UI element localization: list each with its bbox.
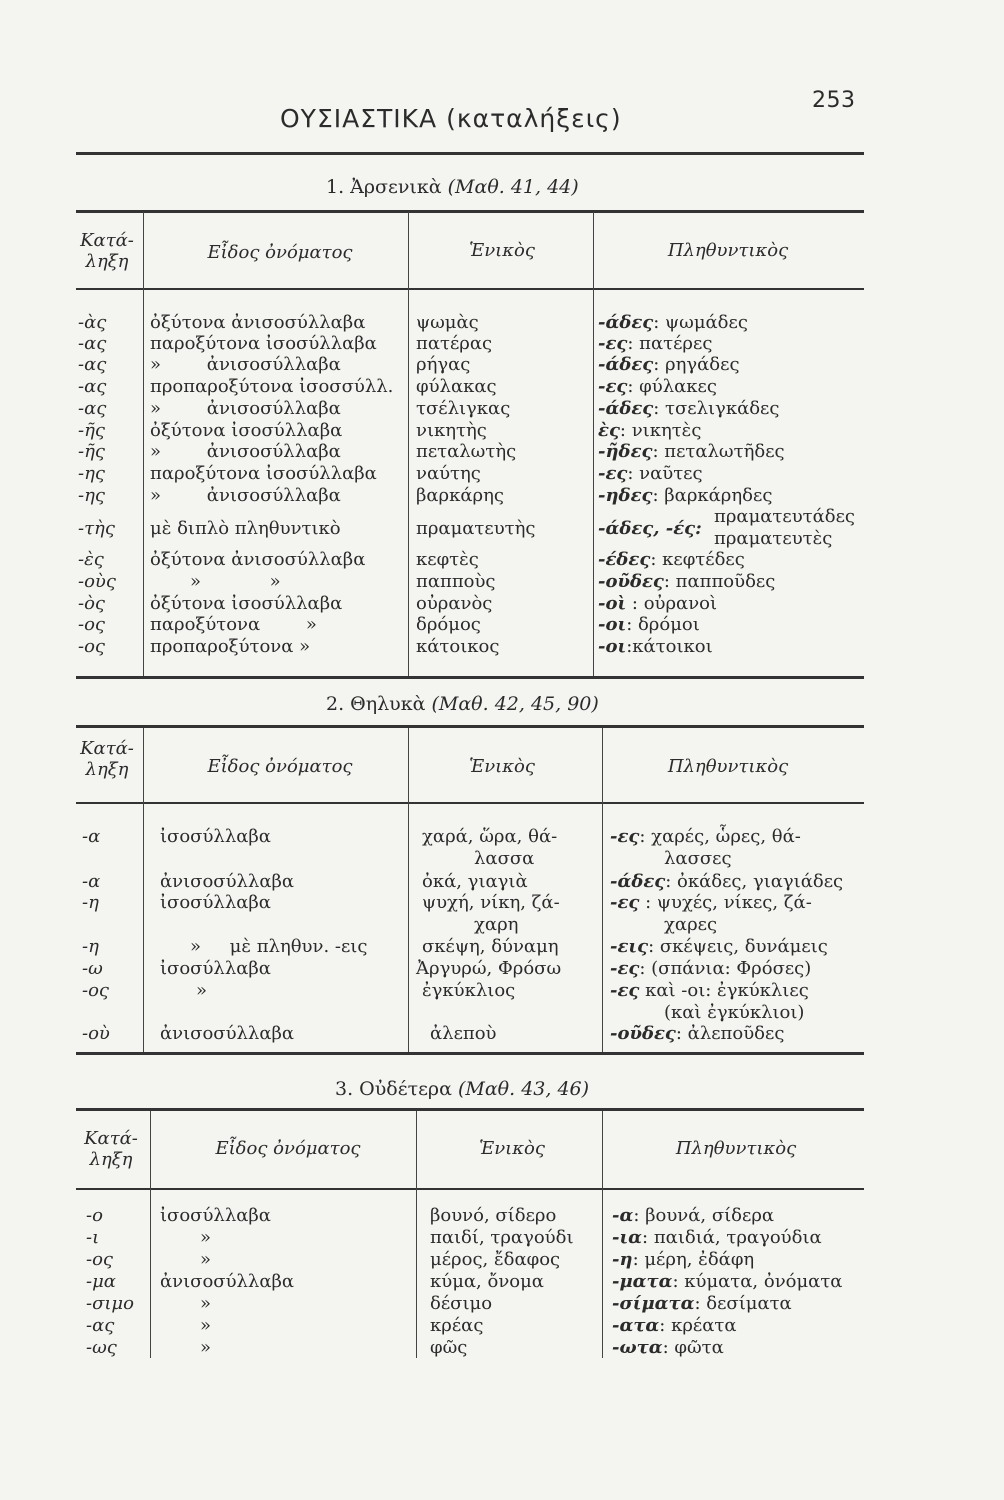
- singular-cell: ψυχή, νίκη, ζά-: [422, 892, 560, 913]
- singular-cell: δρόμος: [416, 614, 481, 635]
- plural-variant: πραματευτάδες: [714, 506, 856, 527]
- section-title: 2. Θηλυκὰ (Μαθ. 42, 45, 90): [326, 693, 599, 715]
- ending-cell: -ὸς: [78, 593, 105, 614]
- singular-cell: βαρκάρης: [416, 485, 504, 506]
- kind-cell: ἰσοσύλλαβα: [160, 826, 271, 847]
- plural-cell: -οῦδες: ἀλεποῦδες: [610, 1023, 785, 1044]
- singular-cell: πραματευτὴς: [416, 518, 536, 539]
- table-rule: [76, 1108, 864, 1111]
- kind-cell: »: [200, 1249, 212, 1270]
- singular-cell: νικητὴς: [416, 420, 487, 441]
- singular-cell: πεταλωτὴς: [416, 441, 517, 462]
- ending-cell: -μα: [86, 1271, 116, 1292]
- singular-cell: ἐγκύκλιος: [422, 980, 516, 1001]
- ending-cell: -οὺ: [82, 1023, 110, 1044]
- kind-cell: προπαροξύτονα »: [150, 636, 311, 657]
- kind-cell: ἰσοσύλλαβα: [160, 1205, 271, 1226]
- singular-cell: ὀκά, γιαγιὰ: [422, 871, 528, 892]
- section-title: 3. Οὐδέτερα (Μαθ. 43, 46): [335, 1078, 590, 1100]
- singular-cell: φῶς: [430, 1337, 468, 1358]
- kind-cell: »: [200, 1293, 212, 1314]
- header-ending: Κατά- ληξη: [80, 230, 134, 272]
- kind-cell: ἰσοσύλλαβα: [160, 892, 271, 913]
- plural-cell: -οὶ : οὐρανοὶ: [598, 593, 718, 614]
- column-divider: [143, 728, 144, 1052]
- ending-cell: -α: [82, 871, 101, 892]
- kind-cell: » ἀνισοσύλλαβα: [150, 485, 341, 506]
- ending-cell: -α: [82, 826, 101, 847]
- header-ending: Κατά- ληξη: [80, 738, 134, 780]
- plural-cell: -ες : ψυχές, νίκες, ζά-: [610, 892, 812, 913]
- plural-cell: -ες: (σπάνια: Φρόσες): [610, 958, 812, 979]
- page-number: 253: [812, 88, 856, 113]
- plural-cell: -έδες: κεφτέδες: [598, 549, 745, 570]
- singular-cell: φύλακας: [416, 376, 497, 397]
- plural-variant: πραματευτὲς: [714, 528, 833, 549]
- page-title: ΟΥΣΙΑΣΤΙΚΑ (καταλήξεις): [280, 104, 622, 133]
- ending-cell: -ος: [78, 614, 105, 635]
- singular-cell: χαρά, ὥρα, θά-: [422, 826, 558, 847]
- header-plural: Πληθυντικὸς: [675, 1138, 797, 1159]
- kind-cell: » »: [190, 571, 281, 592]
- plural-cell: -άδες: ψωμάδες: [598, 312, 748, 333]
- kind-cell: ἀνισοσύλλαβα: [160, 1271, 295, 1292]
- kind-cell: ἀνισοσύλλαβα: [160, 871, 295, 892]
- ending-cell: -ῆς: [78, 420, 105, 441]
- ending-cell: -ὲς: [78, 549, 104, 570]
- ending-cell: -ο: [86, 1205, 103, 1226]
- ending-cell: -ως: [86, 1337, 117, 1358]
- singular-cell: ἀλεποὺ: [430, 1023, 497, 1044]
- kind-cell: ἰσοσύλλαβα: [160, 958, 271, 979]
- plural-cell: -οι:κάτοικοι: [598, 636, 713, 657]
- column-divider: [593, 212, 594, 676]
- plural-cell: -ωτα: φῶτα: [612, 1337, 724, 1358]
- singular-cell: ρήγας: [416, 354, 471, 375]
- singular-cell: βουνό, σίδερο: [430, 1205, 557, 1226]
- plural-cell: -άδες, -ές:: [598, 518, 702, 539]
- singular-cell: δέσιμο: [430, 1293, 493, 1314]
- kind-cell: » ἀνισοσύλλαβα: [150, 354, 341, 375]
- header-rule: [76, 802, 864, 804]
- column-divider: [143, 212, 144, 676]
- singular-cell: κρέας: [430, 1315, 484, 1336]
- ending-cell: -τὴς: [78, 518, 115, 539]
- ending-cell: -ας: [78, 376, 107, 397]
- kind-cell: » ἀνισοσύλλαβα: [150, 441, 341, 462]
- kind-cell: ὀξύτονα ἰσοσύλλαβα: [150, 593, 343, 614]
- header-plural: Πληθυντικὸς: [667, 756, 789, 777]
- kind-cell: »: [196, 980, 208, 1001]
- kind-cell: παροξύτονα »: [150, 614, 317, 635]
- singular-cell: Ἀργυρώ, Φρόσω: [416, 958, 562, 979]
- ending-cell: -η: [82, 892, 99, 913]
- ending-cell: -ι: [86, 1227, 100, 1248]
- ending-cell: -σιμο: [86, 1293, 134, 1314]
- plural-cell: -άδες: ὀκάδες, γιαγιάδες: [610, 871, 844, 892]
- kind-cell: ὀξύτονα ἀνισοσύλλαβα: [150, 312, 366, 333]
- plural-cell: -ῆδες: πεταλωτῆδες: [598, 441, 785, 462]
- plural-cell: -ες: χαρές, ὧρες, θά-: [610, 826, 801, 847]
- plural-continuation: λασσες: [664, 848, 732, 869]
- table-rule: [76, 725, 864, 728]
- kind-cell: παροξύτονα ἰσοσύλλαβα: [150, 463, 377, 484]
- header-singular: Ἑνικὸς: [469, 756, 535, 777]
- plural-cell: -ατα: κρέατα: [612, 1315, 737, 1336]
- header-plural: Πληθυντικὸς: [667, 240, 789, 261]
- table-rule: [76, 210, 864, 213]
- singular-cell: κεφτὲς: [416, 549, 479, 570]
- ending-cell: -ῆς: [78, 441, 105, 462]
- plural-cell: ὲς: νικητὲς: [598, 420, 702, 441]
- plural-continuation: (καὶ ἐγκύκλιοι): [664, 1002, 805, 1023]
- header-kind: Εἶδος ὀνόματος: [207, 756, 353, 777]
- kind-cell: »: [200, 1337, 212, 1358]
- column-divider: [602, 1111, 603, 1358]
- ending-cell: -ας: [78, 398, 107, 419]
- singular-continuation: λασσα: [474, 848, 535, 869]
- ending-cell: -οὺς: [78, 571, 116, 592]
- singular-cell: ψωμὰς: [416, 312, 479, 333]
- plural-cell: -ηδες: βαρκάρηδες: [598, 485, 773, 506]
- singular-cell: πατέρας: [416, 333, 493, 354]
- kind-cell: »: [200, 1227, 212, 1248]
- kind-cell: »: [200, 1315, 212, 1336]
- column-divider: [416, 1111, 417, 1358]
- plural-cell: -σίματα: δεσίματα: [612, 1293, 792, 1314]
- header-singular: Ἑνικὸς: [479, 1138, 545, 1159]
- singular-cell: οὐρανὸς: [416, 593, 493, 614]
- header-rule: [76, 1188, 864, 1190]
- header-kind: Εἶδος ὀνόματος: [215, 1138, 361, 1159]
- kind-cell: προπαροξύτονα ἰσοσσύλλ.: [150, 376, 394, 397]
- plural-cell: -α: βουνά, σίδερα: [612, 1205, 775, 1226]
- kind-cell: παροξύτονα ἰσοσύλλαβα: [150, 333, 377, 354]
- section-title: 1. Ἀρσενικὰ (Μαθ. 41, 44): [326, 176, 579, 198]
- plural-cell: -ες: ναῦτες: [598, 463, 703, 484]
- plural-cell: -άδες: τσελιγκάδες: [598, 398, 780, 419]
- plural-cell: -ια: παιδιά, τραγούδια: [612, 1227, 822, 1248]
- singular-continuation: χαρη: [474, 914, 519, 935]
- header-ending: Κατά- ληξη: [84, 1128, 138, 1170]
- plural-cell: -ες: πατέρες: [598, 333, 713, 354]
- kind-cell: μὲ διπλὸ πληθυντικὸ: [150, 518, 341, 539]
- header-kind: Εἶδος ὀνόματος: [207, 242, 353, 263]
- plural-cell: -οι: δρόμοι: [598, 614, 700, 635]
- ending-cell: -ος: [82, 980, 109, 1001]
- singular-cell: σκέψη, δύναμη: [422, 936, 559, 957]
- ending-cell: -ω: [82, 958, 103, 979]
- plural-cell: -ματα: κύματα, ὀνόματα: [612, 1271, 843, 1292]
- column-divider: [408, 212, 409, 676]
- singular-cell: παπποὺς: [416, 571, 496, 592]
- kind-cell: ὀξύτονα ἀνισοσύλλαβα: [150, 549, 366, 570]
- singular-cell: παιδί, τραγούδι: [430, 1227, 574, 1248]
- plural-continuation: χαρες: [664, 914, 718, 935]
- ending-cell: -ης: [78, 463, 105, 484]
- singular-cell: ναύτης: [416, 463, 481, 484]
- column-divider: [602, 728, 603, 1052]
- kind-cell: ὀξύτονα ἰσοσύλλαβα: [150, 420, 343, 441]
- column-divider: [150, 1111, 151, 1358]
- kind-cell: » ἀνισοσύλλαβα: [150, 398, 341, 419]
- ending-cell: -ης: [78, 485, 105, 506]
- kind-cell: ἀνισοσύλλαβα: [160, 1023, 295, 1044]
- plural-cell: -ες καὶ -οι: ἐγκύκλιες: [610, 980, 809, 1001]
- table-rule: [76, 676, 864, 679]
- singular-cell: κάτοικος: [416, 636, 500, 657]
- plural-cell: -εις: σκέψεις, δυνάμεις: [610, 936, 828, 957]
- ending-cell: -ας: [78, 354, 107, 375]
- ending-cell: -ος: [78, 636, 105, 657]
- plural-cell: -άδες: ρηγάδες: [598, 354, 740, 375]
- kind-cell: » μὲ πληθυν. -εις: [190, 936, 368, 957]
- header-singular: Ἑνικὸς: [469, 240, 535, 261]
- ending-cell: -ος: [86, 1249, 113, 1270]
- singular-cell: τσέλιγκας: [416, 398, 511, 419]
- column-divider: [408, 728, 409, 1052]
- singular-cell: κύμα, ὄνομα: [430, 1271, 544, 1292]
- plural-cell: -η: μέρη, ἐδάφη: [612, 1249, 755, 1270]
- header-rule: [76, 288, 864, 290]
- table-rule: [76, 1052, 864, 1055]
- singular-cell: μέρος, ἔδαφος: [430, 1249, 561, 1270]
- ending-cell: -ὰς: [78, 312, 107, 333]
- top-rule: [76, 152, 864, 155]
- ending-cell: -ας: [78, 333, 107, 354]
- ending-cell: -ας: [86, 1315, 115, 1336]
- plural-cell: -ες: φύλακες: [598, 376, 717, 397]
- plural-cell: -οῦδες: παπποῦδες: [598, 571, 776, 592]
- ending-cell: -η: [82, 936, 99, 957]
